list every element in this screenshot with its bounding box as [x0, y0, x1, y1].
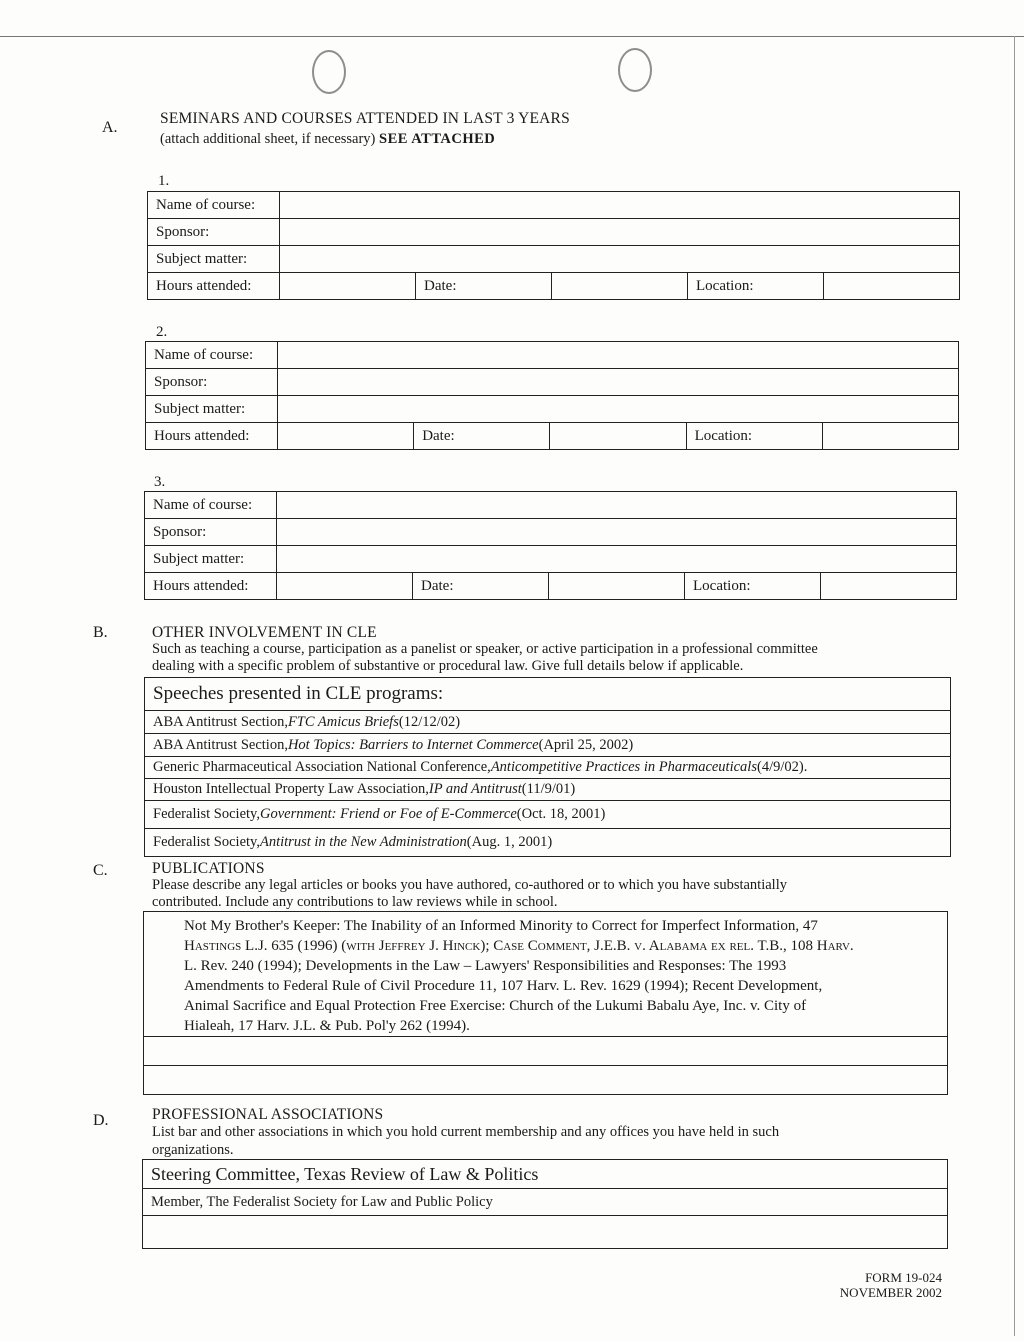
location-field[interactable] — [824, 273, 960, 300]
course-row-name — [146, 342, 959, 369]
name-of-course-field[interactable] — [280, 192, 960, 219]
name-of-course-label: Name of course: — [148, 192, 280, 219]
speech-venue: Generic Pharmaceutical Association National Conference, — [153, 759, 491, 775]
hours-attended-field[interactable] — [278, 423, 414, 450]
date-label: Date: — [414, 423, 550, 450]
publication-line: Hastings L.J. 635 (1996) (with Jeffrey J. Hinck); Case Comment, J.E.B. v. Alabama ex rel. T.B., 108 Harv. — [184, 938, 854, 954]
subject-matter-field[interactable] — [278, 396, 959, 423]
list-item[interactable] — [145, 711, 950, 734]
course-table-2 — [145, 341, 959, 450]
speech-title: FTC Amicus Briefs — [287, 713, 399, 730]
speech-title: Government: Friend or Foe of E-Commerce — [259, 806, 517, 822]
speech-venue: ABA Antitrust Section, — [153, 713, 288, 730]
speech-date: (12/12/02) — [398, 713, 461, 730]
publication-line: L. Rev. 240 (1994); Developments in the Law – Lawyers' Responsibilities and Responses: The 1993 — [184, 958, 787, 974]
hours-attended-label: Hours attended: — [148, 273, 280, 300]
name-of-course-label: Name of course: — [145, 492, 277, 519]
cle-speeches-list — [144, 677, 951, 857]
date-field[interactable] — [552, 273, 688, 300]
list-item[interactable] — [145, 757, 950, 779]
punch-hole-left — [312, 50, 346, 94]
hours-attended-label: Hours attended: — [145, 573, 277, 600]
sponsor-field[interactable] — [278, 369, 959, 396]
associations-list — [142, 1159, 948, 1249]
publications-list — [143, 911, 948, 1095]
form-footer — [780, 1270, 942, 1300]
course-row-subject — [146, 396, 959, 423]
subject-matter-label: Subject matter: — [145, 546, 277, 573]
sponsor-label: Sponsor: — [148, 219, 280, 246]
location-field[interactable] — [822, 423, 958, 450]
publications-blank-row[interactable] — [144, 1037, 947, 1066]
section-c-desc-line1: Please describe any legal articles or books you have authored, co-authored or to which you have substantially — [152, 877, 787, 893]
course-row-hours — [148, 273, 960, 300]
section-d-title: PROFESSIONAL ASSOCIATIONS — [152, 1106, 384, 1123]
course-row-hours — [145, 573, 957, 600]
hours-attended-field[interactable] — [277, 573, 413, 600]
hours-attended-label: Hours attended: — [146, 423, 278, 450]
speech-title: Antitrust in the New Administration — [259, 834, 467, 850]
speech-venue: Federalist Society, — [153, 806, 260, 822]
course-number: 2. — [156, 324, 168, 340]
see-attached-label: SEE ATTACHED — [379, 131, 496, 147]
section-b-desc-line2: dealing with a specific problem of substantive or procedural law. Give full details below if applicable. — [152, 658, 744, 674]
list-item[interactable] — [145, 734, 950, 757]
publication-line: Hialeah, 17 Harv. J.L. & Pub. Pol'y 262 (1994). — [184, 1018, 470, 1034]
speech-date: (Oct. 18, 2001) — [516, 806, 606, 822]
publication-line: Not My Brother's Keeper: The Inability of an Informed Minority to Correct for Imperfect Information, 47 — [184, 918, 818, 934]
course-row-subject — [148, 246, 960, 273]
section-d-desc-line2: organizations. — [152, 1142, 234, 1158]
course-row-name — [145, 492, 957, 519]
list-item[interactable] — [145, 779, 950, 801]
associations-blank-row[interactable] — [143, 1216, 947, 1248]
speech-date: (April 25, 2002) — [538, 736, 634, 753]
speech-date: (Aug. 1, 2001) — [466, 834, 553, 850]
date-field[interactable] — [550, 423, 686, 450]
date-field[interactable] — [549, 573, 685, 600]
speech-date: (4/9/02). — [756, 759, 808, 775]
location-field[interactable] — [821, 573, 957, 600]
name-of-course-field[interactable] — [278, 342, 959, 369]
section-a-note: (attach additional sheet, if necessary) SEE ATTACHED — [160, 131, 496, 147]
location-label: Location: — [688, 273, 824, 300]
course-row-subject — [145, 546, 957, 573]
top-edge-line — [0, 36, 1024, 37]
speech-venue: ABA Antitrust Section, — [153, 736, 288, 753]
subject-matter-field[interactable] — [280, 246, 960, 273]
speech-title: IP and Antitrust — [428, 781, 522, 797]
name-of-course-label: Name of course: — [146, 342, 278, 369]
course-row-sponsor — [146, 369, 959, 396]
section-a-title: SEMINARS AND COURSES ATTENDED IN LAST 3 YEARS — [160, 110, 570, 127]
subject-matter-label: Subject matter: — [148, 246, 280, 273]
sponsor-label: Sponsor: — [145, 519, 277, 546]
speech-title: Hot Topics: Barriers to Internet Commerce — [287, 736, 539, 753]
date-label: Date: — [416, 273, 552, 300]
list-item[interactable]: Member, The Federalist Society for Law and Public Policy — [143, 1189, 947, 1216]
subject-matter-field[interactable] — [277, 546, 957, 573]
speeches-header: Speeches presented in CLE programs: — [145, 678, 950, 711]
section-c-title: PUBLICATIONS — [152, 860, 265, 877]
section-c-desc-line2: contributed. Include any contributions to law reviews while in school. — [152, 894, 558, 910]
hours-attended-field[interactable] — [280, 273, 416, 300]
list-item[interactable] — [145, 829, 950, 856]
course-number: 3. — [154, 474, 166, 490]
section-b-letter: B. — [93, 624, 108, 641]
form-number: FORM 19-024 — [865, 1270, 942, 1285]
section-b-desc-line1: Such as teaching a course, participation as a panelist or speaker, or active participation in a professional committee — [152, 641, 818, 657]
section-d-letter: D. — [93, 1112, 109, 1129]
course-row-hours — [146, 423, 959, 450]
name-of-course-field[interactable] — [277, 492, 957, 519]
section-a-letter: A. — [102, 119, 118, 136]
course-row-sponsor — [148, 219, 960, 246]
course-table-1 — [147, 191, 960, 300]
speech-venue: Federalist Society, — [153, 834, 260, 850]
publications-blank-row[interactable] — [144, 1066, 947, 1094]
subject-matter-label: Subject matter: — [146, 396, 278, 423]
course-row-sponsor — [145, 519, 957, 546]
course-number: 1. — [158, 173, 170, 189]
section-b-title: OTHER INVOLVEMENT IN CLE — [152, 624, 377, 641]
publication-line: Amendments to Federal Rule of Civil Procedure 11, 107 Harv. L. Rev. 1629 (1994); Recent Development, — [184, 978, 823, 994]
section-d-desc-line1: List bar and other associations in which you hold current membership and any offices you have held in such — [152, 1124, 780, 1140]
location-label: Location: — [685, 573, 821, 600]
sponsor-field[interactable] — [277, 519, 957, 546]
speech-venue: Houston Intellectual Property Law Association, — [153, 781, 429, 797]
speech-title: Anticompetitive Practices in Pharmaceuticals — [490, 759, 757, 775]
sponsor-field[interactable] — [280, 219, 960, 246]
form-date: NOVEMBER 2002 — [839, 1285, 942, 1300]
location-label: Location: — [686, 423, 822, 450]
right-edge-line — [1014, 36, 1015, 1336]
sponsor-label: Sponsor: — [146, 369, 278, 396]
list-item[interactable]: Steering Committee, Texas Review of Law & Politics — [143, 1160, 947, 1189]
punch-hole-right — [618, 48, 652, 92]
course-row-name — [148, 192, 960, 219]
speech-date: (11/9/01) — [521, 781, 576, 797]
course-table-3 — [144, 491, 957, 600]
date-label: Date: — [413, 573, 549, 600]
publication-line: Animal Sacrifice and Equal Protection Free Exercise: Church of the Lukumi Babalu Aye, Inc. v. City of — [184, 998, 807, 1014]
publications-text[interactable] — [144, 912, 947, 1037]
section-c-letter: C. — [93, 862, 108, 879]
list-item[interactable] — [145, 801, 950, 829]
